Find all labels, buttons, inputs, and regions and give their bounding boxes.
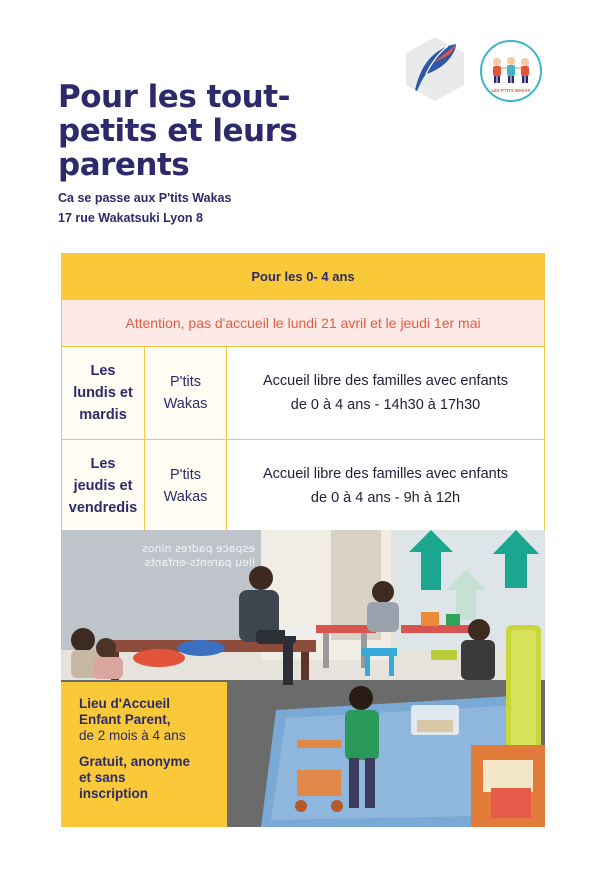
day-text: lundis et <box>73 385 133 401</box>
schedule-header: Pour les 0- 4 ans <box>62 254 544 299</box>
schedule-description <box>227 347 544 439</box>
info-condition-line: Gratuit, anonyme <box>79 754 191 769</box>
schedule-days <box>62 347 145 439</box>
description-hours: de 0 à 4 ans - 9h à 12h <box>310 490 461 506</box>
closure-notice: Attention, pas d'accueil le lundi 21 avril et le jeudi 1er mai <box>62 299 544 346</box>
place-text: P'tits <box>170 467 201 483</box>
day-text: Les <box>90 363 116 379</box>
wakas-logo-text: LES P'TITS WAKAS <box>491 88 531 93</box>
place-text: Wakas <box>163 396 208 412</box>
day-text: mardis <box>79 407 127 423</box>
schedule-description <box>227 440 544 532</box>
info-description <box>79 696 213 744</box>
location-name: Ca se passe aux P'tits Wakas <box>58 191 232 205</box>
description-text: Accueil libre des familles avec enfants <box>262 373 508 389</box>
window-text: espace padres ninos <box>142 542 255 555</box>
schedule-row <box>62 346 544 439</box>
info-condition-line: inscription <box>79 786 149 801</box>
page-title: Pour les tout-petits et leurs parents <box>58 79 298 183</box>
info-title-line: Lieu d'Accueil <box>79 696 170 711</box>
location-address: 17 rue Wakatsuki Lyon 8 <box>58 211 203 225</box>
schedule-row <box>62 439 544 532</box>
info-condition-line: et sans <box>79 770 126 785</box>
feather-logo-icon <box>404 36 466 102</box>
day-text: vendredis <box>68 500 138 516</box>
info-conditions <box>79 754 213 802</box>
description-hours: de 0 à 4 ans - 14h30 à 17h30 <box>290 397 481 413</box>
info-age-range: de 2 mois à 4 ans <box>79 728 186 743</box>
window-text: lieu parents-enfants <box>144 556 255 569</box>
place-text: Wakas <box>163 489 208 505</box>
info-box <box>61 682 227 827</box>
place-text: P'tits <box>170 374 201 390</box>
description-text: Accueil libre des familles avec enfants <box>262 466 508 482</box>
schedule-table <box>61 253 545 533</box>
location-info <box>58 188 231 228</box>
schedule-place <box>145 440 227 532</box>
ptits-wakas-logo-icon <box>480 40 542 102</box>
day-text: Les <box>90 456 116 472</box>
schedule-days <box>62 440 145 532</box>
info-title-line: Enfant Parent, <box>79 712 171 727</box>
day-text: jeudis et <box>73 478 133 494</box>
schedule-place <box>145 347 227 439</box>
